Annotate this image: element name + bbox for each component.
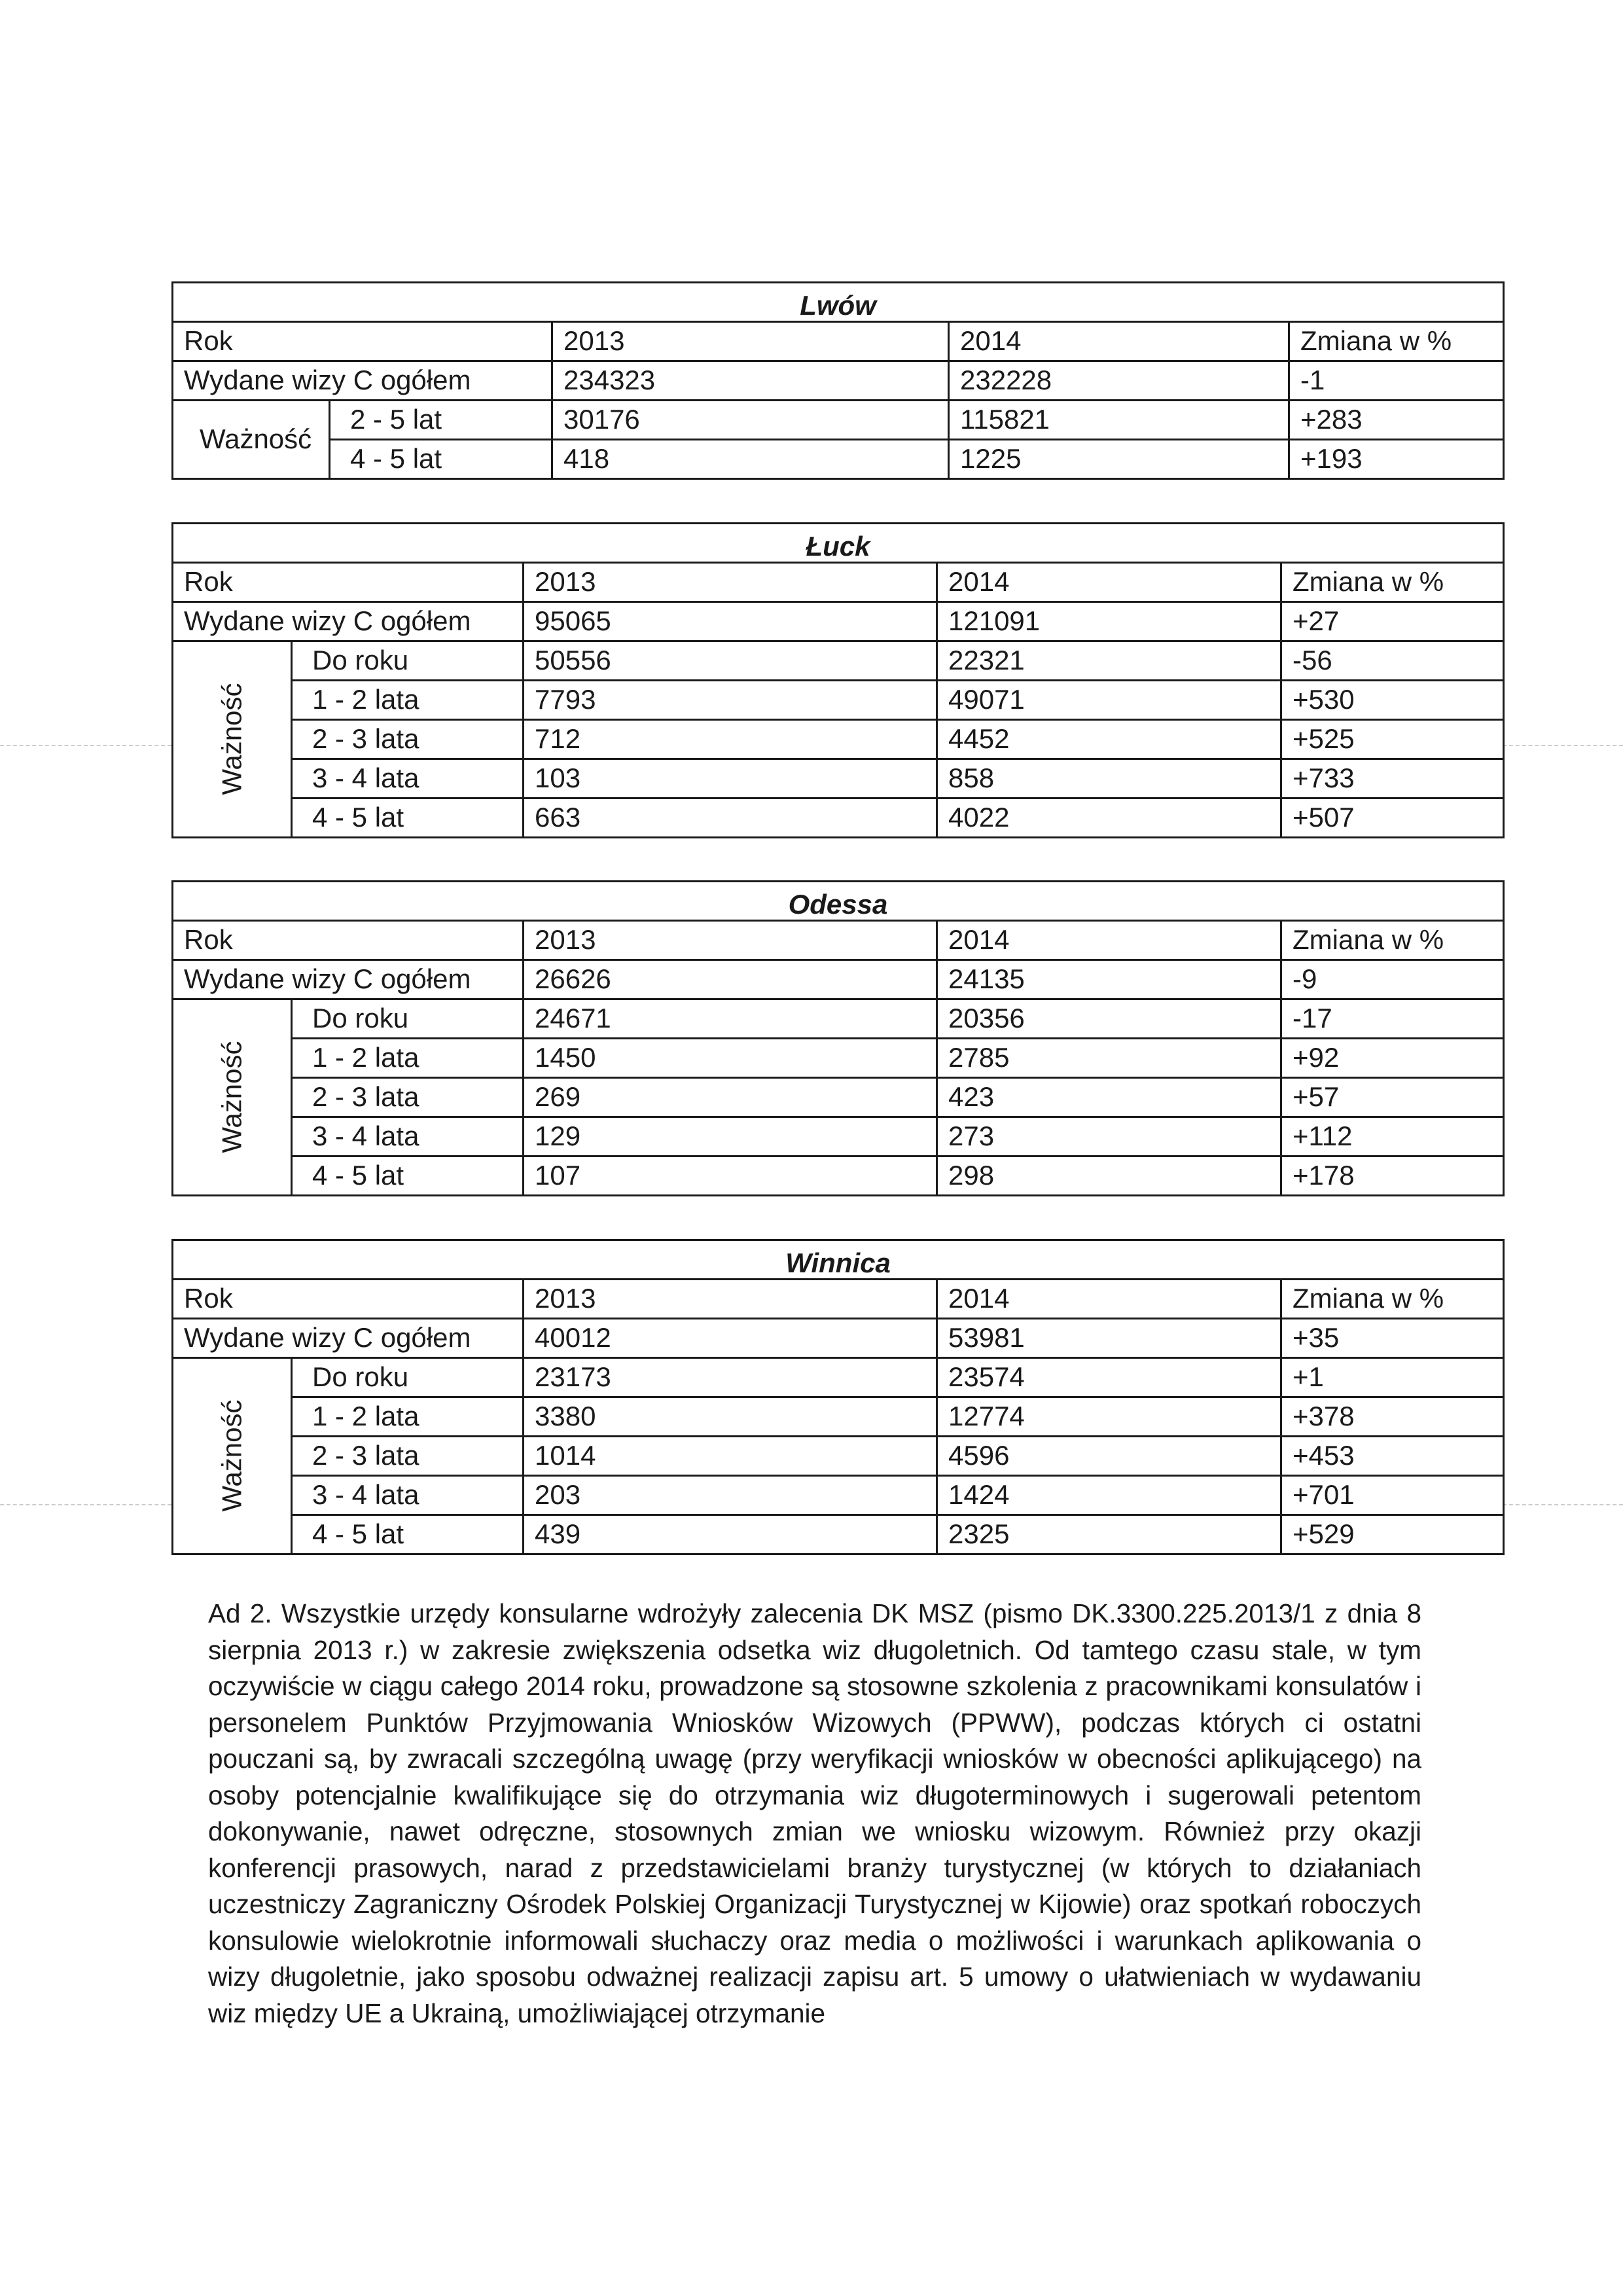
cell-value: 26626	[524, 960, 937, 999]
validity-label: Ważność	[173, 999, 292, 1196]
cell-value: +530	[1281, 681, 1504, 720]
cell-value: +378	[1281, 1397, 1504, 1437]
row-label-year: Rok	[173, 322, 552, 361]
cell-value: 23173	[524, 1358, 937, 1397]
scan-artifact-line	[0, 1504, 171, 1505]
row-label: 4 - 5 lat	[330, 440, 552, 479]
header-change: Zmiana w %	[1281, 921, 1504, 960]
cell-value: 203	[524, 1476, 937, 1515]
cell-value: +193	[1289, 440, 1504, 479]
table-row-year	[173, 322, 1504, 361]
cell-value: 439	[524, 1515, 937, 1554]
validity-label: Ważność	[173, 641, 292, 838]
cell-value: 24671	[524, 999, 937, 1039]
cell-value: 103	[524, 759, 937, 798]
cell-value: +525	[1281, 720, 1504, 759]
table-row-year	[173, 921, 1504, 960]
cell-value: -56	[1281, 641, 1504, 681]
row-label: 4 - 5 lat	[292, 1515, 524, 1554]
cell-value: -1	[1289, 361, 1504, 401]
paragraph-ad2: Ad 2. Wszystkie urzędy konsularne wdrożyły zalecenia DK MSZ (pismo DK.3300.225.2013/1 z dnia 8 sierpnia 2013 r.) w zakresie zwiększenia odsetka wiz długoletnich. Od tamtego czasu stale, w tym oczywiście w ciągu całego 2014 roku, prowadzone są stosowne szkolenia z pracownikami konsulatów i personelem Punktów Przyjmowania Wniosków Wizowych (PPWW), podczas których ci ostatni pouczani są, by zwracali szczególną uwagę (przy weryfikacji wniosków w obecności aplikującego) na osoby potencjalnie kwalifikujące się do otrzymania wiz długoterminowych i sugerowali petentom dokonywanie, nawet odręczne, stosownych zmian we wniosku wizowym. Również przy okazji konferencji prasowych, narad z przedstawicielami branży turystycznej (w których to działaniach uczestniczy Zagraniczny Ośrodek Polskiej Organizacji Turystycznej w Kijowie) oraz spotkań roboczych konsulowie wielokrotnie informowali słuchaczy oraz media o możliwości i warunkach aplikowania o wizy długoletnie, jako sposobu odważnej realizacji zapisu art. 5 umowy o ułatwieniach w wydawaniu wiz między UE a Ukrainą, umożliwiającej otrzymanie	[208, 1598, 1421, 2028]
header-change: Zmiana w %	[1281, 563, 1504, 602]
cell-value: 4022	[937, 798, 1281, 838]
table-row	[173, 1358, 1504, 1397]
cell-value: 107	[524, 1157, 937, 1196]
cell-value: 423	[937, 1078, 1281, 1117]
header-2014: 2014	[937, 921, 1281, 960]
scan-artifact-line	[0, 745, 171, 746]
cell-value: 1225	[949, 440, 1289, 479]
cell-value: 115821	[949, 401, 1289, 440]
row-label: Do roku	[292, 999, 524, 1039]
table-row	[173, 1078, 1504, 1117]
cell-value: 12774	[937, 1397, 1281, 1437]
table-row	[173, 1039, 1504, 1078]
table-row	[173, 1515, 1504, 1554]
header-change: Zmiana w %	[1289, 322, 1504, 361]
table-title-odessa: Odessa	[173, 882, 1504, 921]
row-label: 2 - 3 lata	[292, 720, 524, 759]
row-label: Do roku	[292, 1358, 524, 1397]
table-title-winnica: Winnica	[173, 1240, 1504, 1280]
cell-value: 23574	[937, 1358, 1281, 1397]
cell-value: 7793	[524, 681, 937, 720]
cell-value: -17	[1281, 999, 1504, 1039]
table-row	[173, 1437, 1504, 1476]
row-label: 1 - 2 lata	[292, 1039, 524, 1078]
row-label-total: Wydane wizy C ogółem	[173, 1319, 524, 1358]
cell-value: 53981	[937, 1319, 1281, 1358]
cell-value: 232228	[949, 361, 1289, 401]
scan-artifact-line	[1503, 1504, 1623, 1505]
cell-value: 858	[937, 759, 1281, 798]
table-lwow	[171, 281, 1505, 480]
cell-value: +57	[1281, 1078, 1504, 1117]
scan-artifact-line	[1503, 745, 1623, 746]
header-change: Zmiana w %	[1281, 1280, 1504, 1319]
cell-value: -9	[1281, 960, 1504, 999]
table-title-lwow: Lwów	[173, 283, 1504, 322]
cell-value: 4596	[937, 1437, 1281, 1476]
header-2013: 2013	[552, 322, 949, 361]
row-label: 3 - 4 lata	[292, 1117, 524, 1157]
table-odessa	[171, 880, 1505, 1196]
table-row	[173, 1397, 1504, 1437]
cell-value: +35	[1281, 1319, 1504, 1358]
row-label-year: Rok	[173, 921, 524, 960]
cell-value: +529	[1281, 1515, 1504, 1554]
cell-value: 22321	[937, 641, 1281, 681]
row-label-total: Wydane wizy C ogółem	[173, 602, 524, 641]
table-row	[173, 641, 1504, 681]
header-2013: 2013	[524, 1280, 937, 1319]
table-row	[173, 720, 1504, 759]
cell-value: 712	[524, 720, 937, 759]
table-row	[173, 401, 1504, 440]
cell-value: +507	[1281, 798, 1504, 838]
table-row	[173, 1476, 1504, 1515]
row-label-year: Rok	[173, 1280, 524, 1319]
cell-value: 1450	[524, 1039, 937, 1078]
cell-value: +27	[1281, 602, 1504, 641]
table-row	[173, 798, 1504, 838]
row-label: 1 - 2 lata	[292, 1397, 524, 1437]
cell-value: 2325	[937, 1515, 1281, 1554]
cell-value: 20356	[937, 999, 1281, 1039]
header-2013: 2013	[524, 921, 937, 960]
cell-value: 30176	[552, 401, 949, 440]
header-2014: 2014	[949, 322, 1289, 361]
table-row	[173, 1157, 1504, 1196]
table-row	[173, 759, 1504, 798]
row-label: 2 - 3 lata	[292, 1078, 524, 1117]
row-label-year: Rok	[173, 563, 524, 602]
row-label-total: Wydane wizy C ogółem	[173, 960, 524, 999]
cell-value: 4452	[937, 720, 1281, 759]
table-row-total	[173, 960, 1504, 999]
table-luck	[171, 522, 1505, 838]
cell-value: +178	[1281, 1157, 1504, 1196]
cell-value: +112	[1281, 1117, 1504, 1157]
table-row-total	[173, 1319, 1504, 1358]
cell-value: 418	[552, 440, 949, 479]
row-label: 2 - 5 lat	[330, 401, 552, 440]
cell-value: 3380	[524, 1397, 937, 1437]
row-label-total: Wydane wizy C ogółem	[173, 361, 552, 401]
row-label: 4 - 5 lat	[292, 798, 524, 838]
cell-value: +1	[1281, 1358, 1504, 1397]
header-2014: 2014	[937, 1280, 1281, 1319]
table-title-luck: Łuck	[173, 524, 1504, 563]
cell-value: 298	[937, 1157, 1281, 1196]
table-winnica	[171, 1239, 1505, 1555]
cell-value: 24135	[937, 960, 1281, 999]
cell-value: 40012	[524, 1319, 937, 1358]
cell-value: +92	[1281, 1039, 1504, 1078]
cell-value: 234323	[552, 361, 949, 401]
header-2013: 2013	[524, 563, 937, 602]
cell-value: 663	[524, 798, 937, 838]
row-label: 3 - 4 lata	[292, 759, 524, 798]
row-label: 4 - 5 lat	[292, 1157, 524, 1196]
cell-value: +283	[1289, 401, 1504, 440]
table-row	[173, 440, 1504, 479]
table-row	[173, 999, 1504, 1039]
body-text	[208, 1596, 1421, 2032]
cell-value: +701	[1281, 1476, 1504, 1515]
table-row-year	[173, 1280, 1504, 1319]
table-row	[173, 1117, 1504, 1157]
cell-value: 269	[524, 1078, 937, 1117]
table-row-total	[173, 602, 1504, 641]
row-label: 2 - 3 lata	[292, 1437, 524, 1476]
cell-value: 1014	[524, 1437, 937, 1476]
cell-value: 49071	[937, 681, 1281, 720]
cell-value: +733	[1281, 759, 1504, 798]
cell-value: 273	[937, 1117, 1281, 1157]
row-label: 1 - 2 lata	[292, 681, 524, 720]
cell-value: 1424	[937, 1476, 1281, 1515]
row-label: Do roku	[292, 641, 524, 681]
header-2014: 2014	[937, 563, 1281, 602]
cell-value: 2785	[937, 1039, 1281, 1078]
cell-value: 121091	[937, 602, 1281, 641]
validity-label: Ważność	[173, 1358, 292, 1554]
table-row	[173, 681, 1504, 720]
cell-value: 129	[524, 1117, 937, 1157]
cell-value: +453	[1281, 1437, 1504, 1476]
table-row-year	[173, 563, 1504, 602]
validity-label: Ważność	[173, 401, 330, 479]
cell-value: 50556	[524, 641, 937, 681]
cell-value: 95065	[524, 602, 937, 641]
table-row-total	[173, 361, 1504, 401]
row-label: 3 - 4 lata	[292, 1476, 524, 1515]
